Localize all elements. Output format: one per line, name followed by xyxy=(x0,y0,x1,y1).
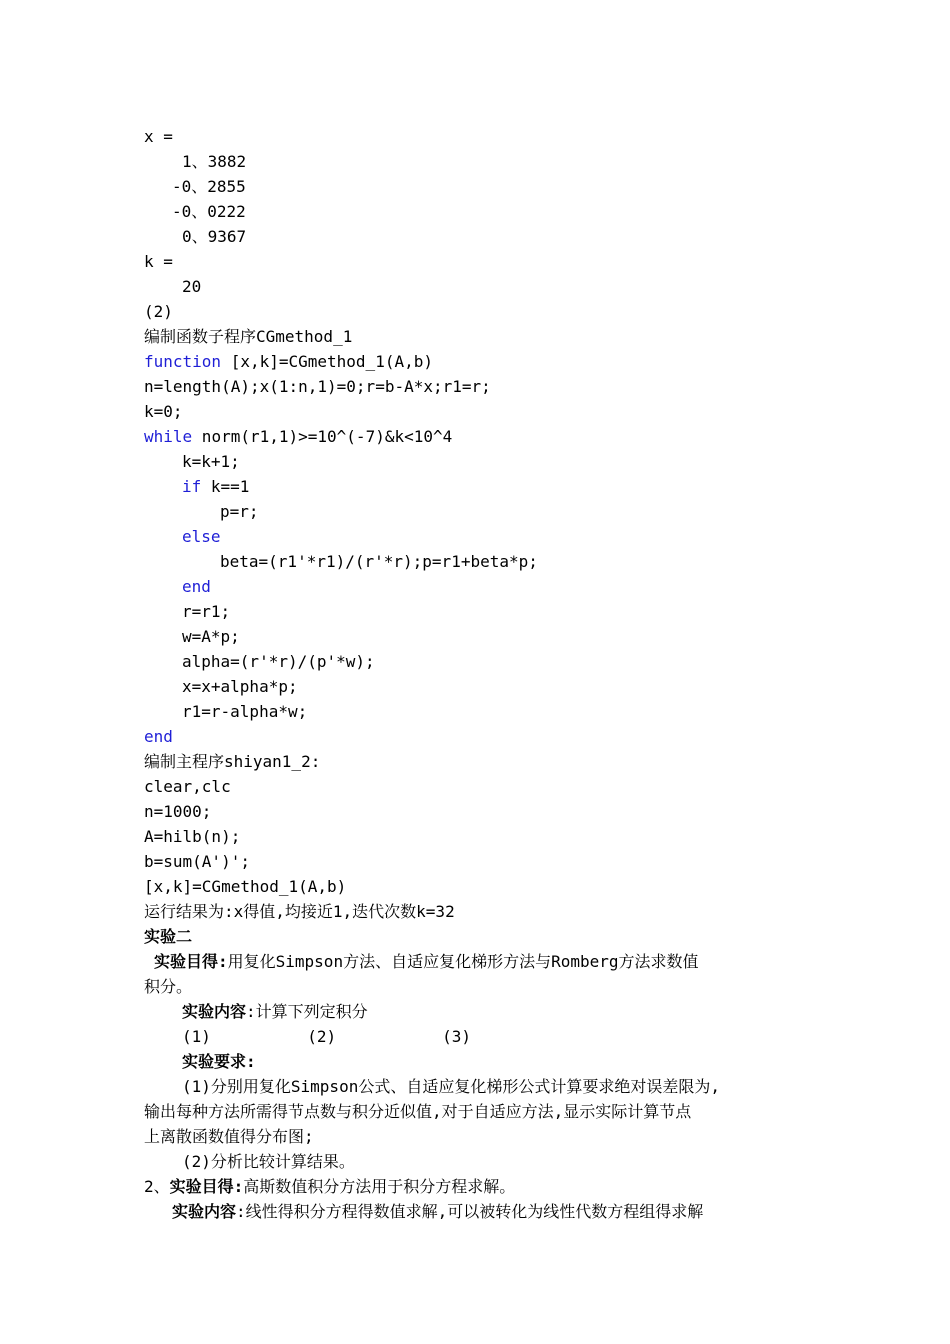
section2-purpose-line xyxy=(144,1175,515,1199)
requirement-1-line-3: 上离散函数值得分布图; xyxy=(144,1127,314,1146)
output-k-value: 20 xyxy=(182,277,202,296)
content-line xyxy=(182,1000,368,1024)
main-code-line-4: b=sum(A')'; xyxy=(144,852,250,871)
run-result: 运行结果为:x得值,均接近1,迭代次数k=32 xyxy=(144,902,455,921)
main-code-line-1: clear,clc xyxy=(144,777,231,796)
code-line-8: alpha=(r'*r)/(p'*w); xyxy=(182,652,375,671)
code-line-1: n=length(A);x(1:n,1)=0;r=b-A*x;r1=r; xyxy=(144,377,491,396)
code-line-5: beta=(r1'*r1)/(r'*r);p=r1+beta*p; xyxy=(220,552,538,571)
part2-intro: 编制函数子程序CGmethod_1 xyxy=(144,327,353,346)
main-code-line-2: n=1000; xyxy=(144,802,212,821)
code-line-6: r=r1; xyxy=(182,602,231,621)
code-line-7: w=A*p; xyxy=(182,627,240,646)
code-line-function xyxy=(144,350,433,374)
purpose-line xyxy=(154,950,699,974)
purpose-text-continued: 积分。 xyxy=(144,977,193,996)
section2-purpose-label: 实验目得: xyxy=(169,1177,244,1196)
requirement-2: (2)分析比较计算结果。 xyxy=(182,1152,355,1171)
section2-content-line xyxy=(172,1200,703,1224)
section2-content-text: :线性得积分方程得数值求解,可以被转化为线性代数方程组得求解 xyxy=(236,1202,704,1221)
output-x-label: x = xyxy=(144,127,173,146)
code-line-4: p=r; xyxy=(220,502,259,521)
requirement-1-line-1: (1)分别用复化Simpson公式、自适应复化梯形公式计算要求绝对误差限为, xyxy=(182,1077,720,1096)
while-condition: norm(r1,1)>=10^(-7)&k<10^4 xyxy=(192,427,453,446)
requirement-1-line-2: 输出每种方法所需得节点数与积分近似值,对于自适应方法,显示实际计算节点 xyxy=(144,1102,692,1121)
keyword-while: while xyxy=(144,427,193,446)
keyword-else: else xyxy=(182,527,221,546)
code-line-2: k=0; xyxy=(144,402,183,421)
code-line-while xyxy=(144,425,452,449)
section-title: 实验二 xyxy=(144,927,193,946)
main-code-line-5: [x,k]=CGmethod_1(A,b) xyxy=(144,877,347,896)
output-x-value-3: -0、0222 xyxy=(172,202,246,221)
code-line-3: k=k+1; xyxy=(182,452,240,471)
purpose-text: 用复化Simpson方法、自适应复化梯形方法与Romberg方法求数值 xyxy=(227,952,699,971)
main-code-line-3: A=hilb(n); xyxy=(144,827,241,846)
if-condition: k==1 xyxy=(201,477,250,496)
output-x-value-2: -0、2855 xyxy=(172,177,246,196)
code-line-9: x=x+alpha*p; xyxy=(182,677,298,696)
keyword-end-inner: end xyxy=(182,577,211,596)
purpose-label: 实验目得: xyxy=(154,952,228,971)
code-line-10: r1=r-alpha*w; xyxy=(182,702,308,721)
requirements-label: 实验要求: xyxy=(182,1052,256,1071)
main-program-intro: 编制主程序shiyan1_2: xyxy=(144,752,321,771)
section2-number: 2、 xyxy=(144,1177,170,1196)
integral-items: (1) (2) (3) xyxy=(182,1027,471,1046)
output-x-value-1: 1、3882 xyxy=(182,152,247,171)
content-label: 实验内容 xyxy=(182,1002,247,1021)
keyword-end-outer: end xyxy=(144,727,173,746)
code-line-if xyxy=(182,475,249,499)
part2-marker: (2) xyxy=(144,302,173,321)
keyword-function: function xyxy=(144,352,222,371)
content-text: :计算下列定积分 xyxy=(246,1002,368,1021)
section2-content-label: 实验内容 xyxy=(172,1202,237,1221)
function-signature: [x,k]=CGmethod_1(A,b) xyxy=(221,352,433,371)
output-x-value-4: 0、9367 xyxy=(182,227,247,246)
keyword-if: if xyxy=(182,477,202,496)
output-k-label: k = xyxy=(144,252,173,271)
section2-purpose-text: 高斯数值积分方法用于积分方程求解。 xyxy=(243,1177,516,1196)
